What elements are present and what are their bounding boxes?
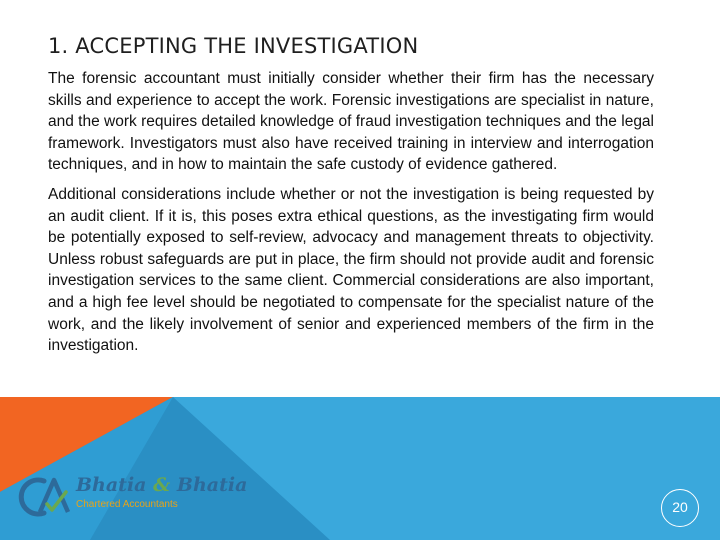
slide-body: [48, 68, 654, 365]
logo-subtitle: Chartered Accountants: [76, 499, 178, 510]
company-logo: [14, 472, 254, 520]
ca-logo-icon: [14, 472, 76, 520]
logo-ampersand: &: [153, 474, 171, 496]
page-number-badge: 20: [661, 489, 699, 527]
logo-name-right: Bhatia: [176, 474, 248, 496]
slide-title: 1. ACCEPTING THE INVESTIGATION: [48, 34, 419, 58]
paragraph-considerations: Additional considerations include whether or not the investigation is being requested by an audit client. If it is, this poses extra ethical questions, as the investigating firm would be potentially exposed to self-review, advocacy and management threats to objectivity. Unless robust safeguards are put in place, the firm should not provide audit and forensic investigation services to the same client. Commercial considerations are also important, and a high fee level should be negotiated to compensate for the specialist nature of the work, and the likely involvement of senior and experienced members of the firm in the investigation.: [48, 185, 654, 355]
paragraph-skills: The forensic accountant must initially consider whether their firm has the necessary skills and experience to accept the work. Forensic investigations are specialist in nature, and the work requires detailed knowledge of fraud investigation techniques and the legal framework. Investigators must also have received training in interview and interrogation techniques, and in how to maintain the safe custody of evidence gathered.: [48, 70, 654, 174]
logo-name-left: Bhatia: [76, 474, 147, 496]
logo-firm-name: [76, 472, 247, 498]
